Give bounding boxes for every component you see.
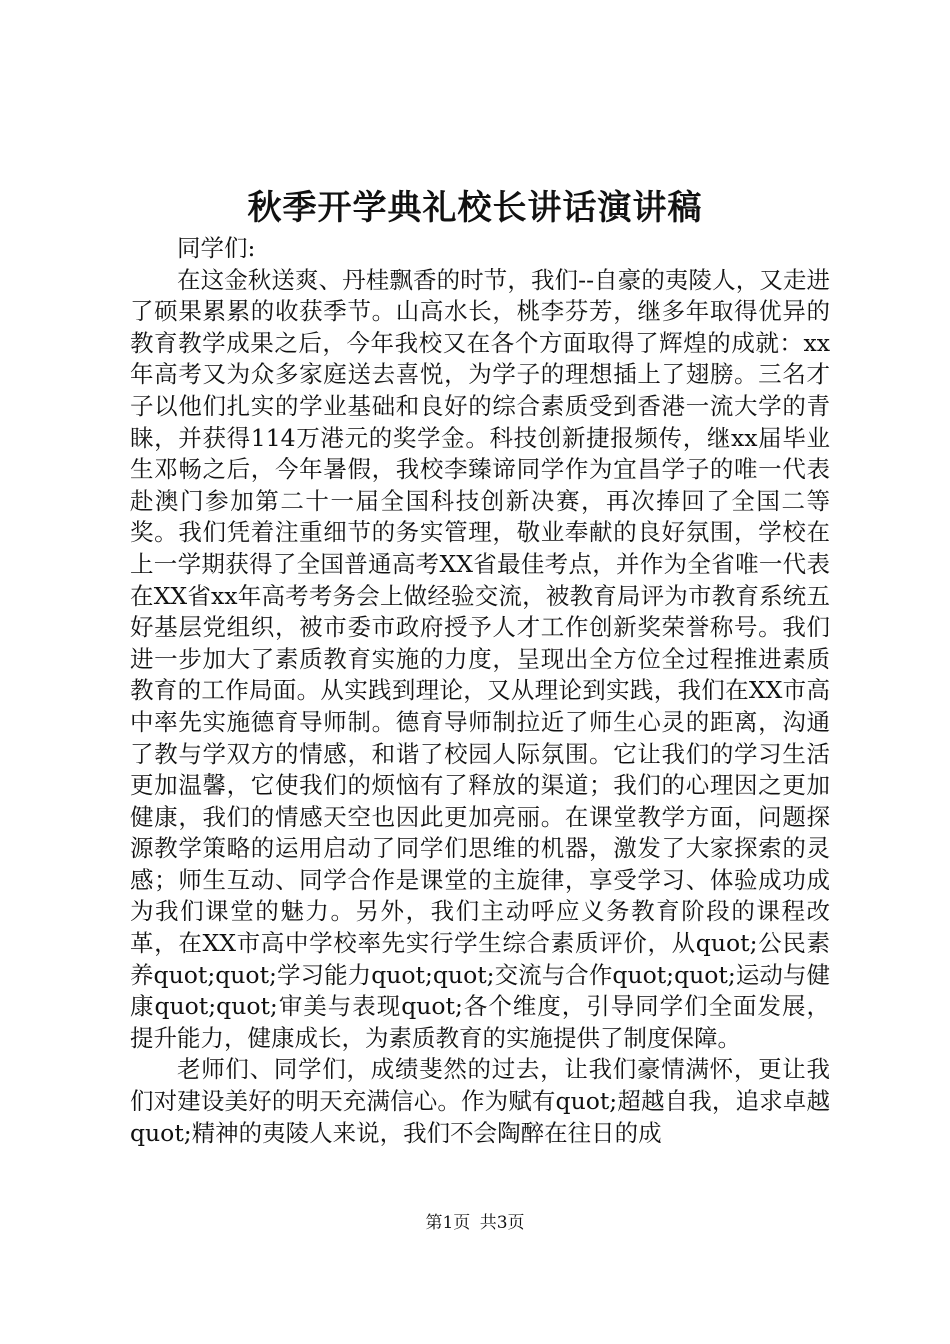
page-number: 第1页 xyxy=(425,1213,471,1233)
paragraph: 在这金秋送爽、丹桂飘香的时节，我们--自豪的夷陵人，又走进了硕果累累的收获季节。山高水长，桃李芬芳，继多年取得优异的教育教学成果之后，今年我校又在各个方面取得了辉煌的成就：xx年高考又为众多家庭送去喜悦，为学子的理想插上了翅膀。三名才子以他们扎实的学业基础和良好的综合素质受到香港一流大学的青睐，并获得114万港元的奖学金。科技创新捷报频传，继xx届毕业生邓畅之后，今年暑假，我校李臻谛同学作为宜昌学子的唯一代表赴澳门参加第二十一届全国科技创新决赛，再次捧回了全国二等奖。我们凭着注重细节的务实管理，敬业奉献的良好氛围，学校在上一学期获得了全国普通高考XX省最佳考点，并作为全省唯一代表在XX省xx年高考考务会上做经验交流，被教育局评为市教育系统五好基层党组织，被市委市政府授予人才工作创新奖荣誉称号。我们进一步加大了素质教育实施的力度，呈现出全方位全过程推进素质教育的工作局面。从实践到理论，又从理论到实践，我们在XX市高中率先实施德育导师制。德育导师制拉近了师生心灵的距离，沟通了教与学双方的情感，和谐了校园人际氛围。它让我们的学习生活更加温馨，它使我们的烦恼有了释放的渠道；我们的心理因之更加健康，我们的情感天空也因此更加亮丽。在课堂教学方面，问题探源教学策略的运用启动了同学们思维的机器，激发了大家探索的灵感；师生互动、同学合作是课堂的主旋律，享受学习、体验成功成为我们课堂的魅力。另外，我们主动呼应义务教育阶段的课程改革，在XX市高中学校率先实行学生综合素质评价，从quot;公民素养quot;quot;学习能力quot;quot;交流与合作quot;quot;运动与健康quot;quot;审美与表现quot;各个维度，引导同学们全面发展，提升能力，健康成长，为素质教育的实施提供了制度保障。 xyxy=(130,265,830,1052)
paragraph: 老师们、同学们，成绩斐然的过去，让我们豪情满怀，更让我们对建设美好的明天充满信心。作为赋有quot;超越自我，追求卓越quot;精神的夷陵人来说，我们不会陶醉在往日的成 xyxy=(130,1055,830,1147)
page-total: 共3页 xyxy=(479,1213,525,1233)
document-body xyxy=(130,233,830,1149)
page-footer xyxy=(0,1211,950,1235)
document-title: 秋季开学典礼校长讲话演讲稿 xyxy=(247,188,703,228)
greeting: 同学们: xyxy=(177,234,256,262)
